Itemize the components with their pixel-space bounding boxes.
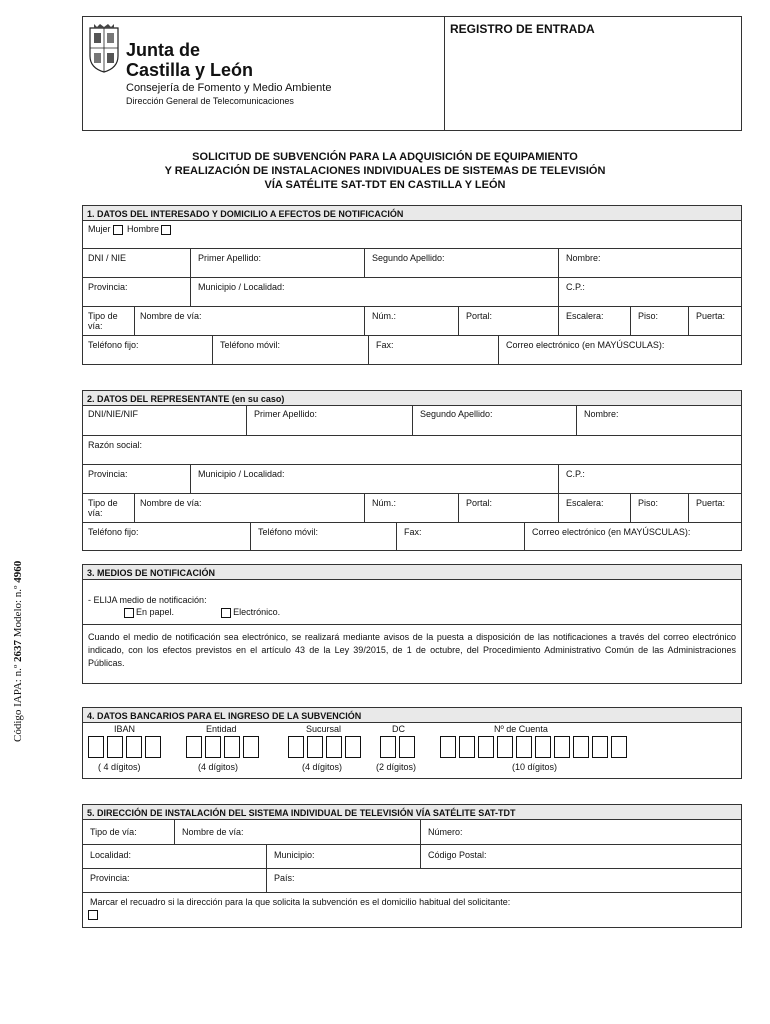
s2-escalera-field[interactable]: Escalera: (566, 498, 604, 508)
s1-divider (190, 277, 191, 306)
bank-digit-box[interactable] (592, 736, 608, 758)
s2-tipo-via-field[interactable]: Tipo de vía: (88, 498, 118, 518)
s1-dni-field[interactable]: DNI / NIE (88, 253, 127, 263)
s1-nombre-field[interactable]: Nombre: (566, 253, 601, 263)
s2-line (82, 464, 742, 465)
s5-divider (266, 868, 267, 892)
s2-municipio-field[interactable]: Municipio / Localidad: (198, 469, 285, 479)
section1-header: 1. DATOS DEL INTERESADO Y DOMICILIO A EFECTOS DE NOTIFICACIÓN (82, 205, 742, 221)
s2-cp-field[interactable]: C.P.: (566, 469, 585, 479)
s2-line (82, 522, 742, 523)
s1-telefono-movil-field[interactable]: Teléfono móvil: (220, 340, 281, 350)
bank-digit-box[interactable] (459, 736, 475, 758)
s3-elija-label: - ELIJA medio de notificación: (88, 595, 207, 605)
s2-razon-social-field[interactable]: Razón social: (88, 440, 143, 450)
side-code-prefix: Código IAPA: n.º (12, 661, 24, 742)
registro-label: REGISTRO DE ENTRADA (450, 22, 595, 36)
s1-line (82, 277, 742, 278)
form-title-line1: SOLICITUD DE SUBVENCIÓN PARA LA ADQUISICIÓN DE EQUIPAMIENTO (192, 151, 578, 163)
s2-nombre-field[interactable]: Nombre: (584, 409, 619, 419)
bank-digit-box[interactable] (573, 736, 589, 758)
s2-divider (576, 406, 577, 435)
s1-escalera-field[interactable]: Escalera: (566, 311, 604, 321)
s1-divider (364, 306, 365, 335)
bank-digit-box[interactable] (186, 736, 202, 758)
s1-divider (458, 306, 459, 335)
electronico-label: Electrónico. (233, 607, 281, 617)
bank-digit-box[interactable] (440, 736, 456, 758)
s2-line (82, 493, 742, 494)
cuenta-label: Nº de Cuenta (494, 724, 548, 734)
sucursal-digits-note: (4 dígitos) (302, 762, 343, 772)
s5-recuadro-label: Marcar el recuadro si la dirección para la que solicita la subvención es el domicilio habitual del solicitante: (90, 897, 511, 907)
s2-puerta-field[interactable]: Puerta: (696, 498, 726, 508)
bank-digit-box[interactable] (224, 736, 240, 758)
bank-digit-box[interactable] (535, 736, 551, 758)
bank-digit-box[interactable] (345, 736, 361, 758)
s2-correo-field[interactable]: Correo electrónico (en MAYÚSCULAS): (532, 527, 691, 537)
s1-puerta-field[interactable]: Puerta: (696, 311, 726, 321)
bank-digit-box[interactable] (205, 736, 221, 758)
s2-divider (688, 493, 689, 522)
s1-correo-field[interactable]: Correo electrónico (en MAYÚSCULAS): (506, 340, 665, 350)
s5-localidad-field[interactable]: Localidad: (90, 850, 132, 860)
s2-divider (630, 493, 631, 522)
side-code (12, 561, 24, 742)
org-name-line2: Castilla y León (126, 60, 254, 80)
mujer-checkbox[interactable] (113, 225, 123, 235)
header-divider (444, 16, 445, 131)
s2-divider (250, 522, 251, 551)
s1-line (82, 335, 742, 336)
bank-digit-box[interactable] (399, 736, 415, 758)
section5-header: 5. DIRECCIÓN DE INSTALACIÓN DEL SISTEMA INDIVIDUAL DE TELEVISIÓN VÍA SATÉLITE SAT-TDT (82, 804, 742, 820)
s1-fax-field[interactable]: Fax: (376, 340, 394, 350)
entidad-label: Entidad (206, 724, 237, 734)
s1-divider (498, 335, 499, 365)
papel-checkbox[interactable] (124, 608, 134, 618)
s1-divider (364, 248, 365, 277)
s2-telefono-fijo-field[interactable]: Teléfono fijo: (88, 527, 139, 537)
bank-digit-box[interactable] (288, 736, 304, 758)
papel-label: En papel. (136, 607, 175, 617)
s2-line (82, 435, 742, 436)
s1-divider (368, 335, 369, 365)
bank-digit-box[interactable] (243, 736, 259, 758)
consejeria-label: Consejería de Fomento y Medio Ambiente (126, 82, 332, 94)
s5-nombre-via-field[interactable]: Nombre de vía: (182, 827, 244, 837)
bank-digit-box[interactable] (516, 736, 532, 758)
iban-label: IBAN (114, 724, 136, 734)
gender-row (84, 221, 177, 238)
hombre-checkbox[interactable] (161, 225, 171, 235)
s1-divider (688, 306, 689, 335)
s5-divider (174, 820, 175, 844)
s1-portal-field[interactable]: Portal: (466, 311, 493, 321)
s1-divider (212, 335, 213, 365)
s1-cp-field[interactable]: C.P.: (566, 282, 585, 292)
s2-telefono-movil-field[interactable]: Teléfono móvil: (258, 527, 319, 537)
s2-fax-field[interactable]: Fax: (404, 527, 422, 537)
sucursal-label: Sucursal (306, 724, 342, 734)
s1-divider (190, 248, 191, 277)
side-code-middle: Modelo: n.º (12, 582, 24, 640)
side-code-modelo: 4960 (12, 560, 24, 583)
s5-line (82, 844, 742, 845)
form-title-line3: VÍA SATÉLITE SAT-TDT EN CASTILLA Y LEÓN (264, 179, 506, 191)
bank-digit-box[interactable] (126, 736, 142, 758)
s2-divider (190, 464, 191, 493)
s2-divider (396, 522, 397, 551)
s2-divider (558, 464, 559, 493)
s5-numero-field[interactable]: Número: (428, 827, 463, 837)
s2-divider (524, 522, 525, 551)
mujer-label: Mujer (88, 224, 111, 234)
cuenta-digits-note: (10 dígitos) (512, 762, 558, 772)
s5-codigo-postal-field[interactable]: Código Postal: (428, 850, 487, 860)
s1-line (82, 248, 742, 249)
bank-digit-box[interactable] (497, 736, 513, 758)
s2-divider (364, 493, 365, 522)
side-code-iapa: 2637 (12, 639, 24, 662)
s3-options-row (118, 604, 284, 621)
s1-divider (630, 306, 631, 335)
s1-line (82, 306, 742, 307)
form-title-line2: Y REALIZACIÓN DE INSTALACIONES INDIVIDUALES DE SISTEMAS DE TELEVISIÓN (164, 165, 606, 177)
direccion-label: Dirección General de Telecomunicaciones (126, 96, 294, 106)
s2-portal-field[interactable]: Portal: (466, 498, 493, 508)
section3-header: 3. MEDIOS DE NOTIFICACIÓN (82, 564, 742, 580)
bank-digit-box[interactable] (145, 736, 161, 758)
hombre-label: Hombre (127, 224, 160, 234)
s1-telefono-fijo-field[interactable]: Teléfono fijo: (88, 340, 139, 350)
s5-tipo-via-field[interactable]: Tipo de vía: (90, 827, 137, 837)
s2-divider (412, 406, 413, 435)
bank-digit-box[interactable] (88, 736, 104, 758)
s3-info-text: Cuando el medio de notificación sea electrónico, se realizará mediante avisos de la puesta a disposición de las notificaciones a través del correo electrónico indicado, con los efectos previstos en el artículo 43 de la Ley 39/2015, de 1 de octubre, del Procedimiento Administrativo Común de las Administraciones Públicas. (88, 632, 736, 668)
entidad-digits-note: (4 dígitos) (198, 762, 239, 772)
s1-apellido2-field[interactable]: Segundo Apellido: (372, 253, 445, 263)
iban-digits-note: ( 4 dígitos) (98, 762, 141, 772)
section2-header: 2. DATOS DEL REPRESENTANTE (en su caso) (82, 390, 742, 406)
s2-nombre-via-field[interactable]: Nombre de vía: (140, 498, 202, 508)
s1-piso-field[interactable]: Piso: (638, 311, 659, 321)
s2-divider (458, 493, 459, 522)
s5-divider (266, 844, 267, 868)
coat-of-arms-logo (86, 22, 122, 74)
s1-apellido1-field[interactable]: Primer Apellido: (198, 253, 262, 263)
s5-divider (420, 844, 421, 868)
bank-digit-box[interactable] (611, 736, 627, 758)
s5-divider (420, 820, 421, 844)
s5-pais-field[interactable]: País: (274, 873, 295, 883)
bank-digit-box[interactable] (326, 736, 342, 758)
s2-piso-field[interactable]: Piso: (638, 498, 659, 508)
dc-digits-note: (2 dígitos) (376, 762, 417, 772)
s2-num-field[interactable]: Núm.: (372, 498, 397, 508)
s3-line (82, 624, 742, 625)
dc-label: DC (392, 724, 405, 734)
s1-divider (558, 248, 559, 277)
s1-provincia-field[interactable]: Provincia: (88, 282, 128, 292)
s5-line (82, 868, 742, 869)
s1-num-field[interactable]: Núm.: (372, 311, 397, 321)
s2-apellido2-field[interactable]: Segundo Apellido: (420, 409, 493, 419)
s5-municipio-field[interactable]: Municipio: (274, 850, 315, 860)
s2-divider (558, 493, 559, 522)
electronico-checkbox[interactable] (221, 608, 231, 618)
s5-provincia-field[interactable]: Provincia: (90, 873, 130, 883)
bank-digit-box[interactable] (478, 736, 494, 758)
s1-nombre-via-field[interactable]: Nombre de vía: (140, 311, 202, 321)
s1-divider (558, 277, 559, 306)
s2-dni-field[interactable]: DNI/NIE/NIF (88, 409, 139, 419)
bank-digit-box[interactable] (380, 736, 396, 758)
s1-tipo-via-field[interactable]: Tipo de vía: (88, 311, 118, 331)
bank-digit-box[interactable] (554, 736, 570, 758)
s2-apellido1-field[interactable]: Primer Apellido: (254, 409, 318, 419)
org-name-line1: Junta de (126, 40, 201, 60)
s1-municipio-field[interactable]: Municipio / Localidad: (198, 282, 285, 292)
bank-digit-box[interactable] (107, 736, 123, 758)
s2-divider (134, 493, 135, 522)
section4-header: 4. DATOS BANCARIOS PARA EL INGRESO DE LA SUBVENCIÓN (82, 707, 742, 723)
s2-provincia-field[interactable]: Provincia: (88, 469, 128, 479)
s1-divider (558, 306, 559, 335)
s5-line (82, 892, 742, 893)
domicilio-habitual-checkbox[interactable] (88, 910, 98, 920)
s1-divider (134, 306, 135, 335)
s2-divider (246, 406, 247, 435)
bank-digit-box[interactable] (307, 736, 323, 758)
